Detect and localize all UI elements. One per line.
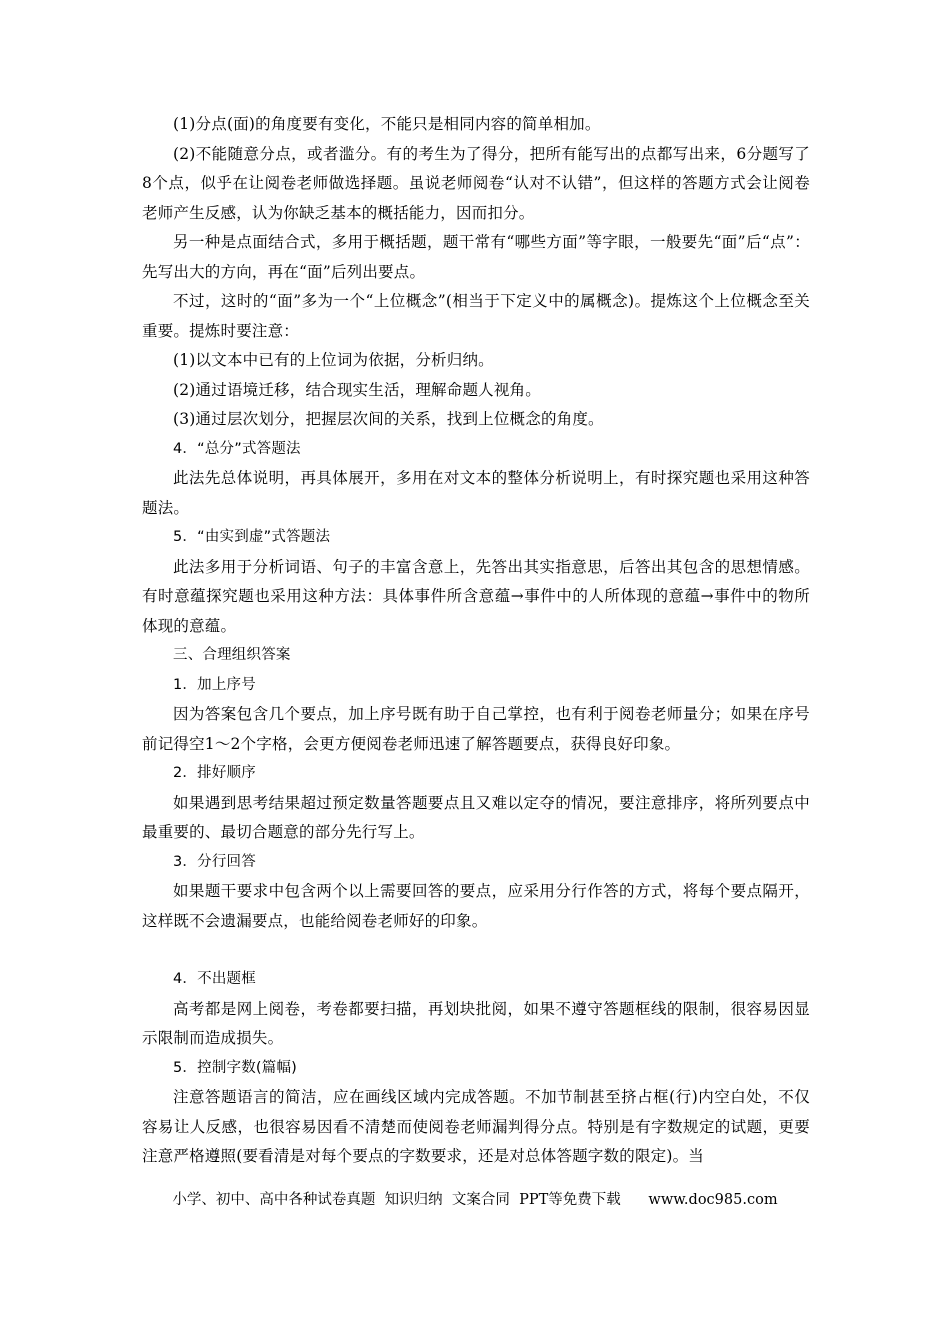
paragraph: (2)通过语境迁移，结合现实生活，理解命题人视角。	[173, 380, 541, 399]
paragraph: 另一种是点面结合式，多用于概括题，题干常有“哪些方面”等字眼，一般要先“面”后“点”：先写出大的方向，再在“面”后列出要点。	[142, 233, 810, 281]
section-heading: 4．不出题框	[173, 971, 256, 987]
footer-ad-text: 小学、初中、高中各种试卷真题 知识归纳 文案合同 PPT等免费下载	[172, 1192, 621, 1208]
section-heading: 2．排好顺序	[173, 765, 256, 781]
section-heading: 5．“由实到虚”式答题法	[173, 529, 331, 545]
document-body	[142, 110, 810, 1172]
paragraph: 如果题干要求中包含两个以上需要回答的要点，应采用分行作答的方式，将每个要点隔开，这样既不会遗漏要点，也能给阅卷老师好的印象。	[142, 882, 810, 930]
section-heading: 1．加上序号	[173, 676, 256, 693]
footer-url[interactable]: www.doc985.com	[648, 1192, 778, 1208]
paragraph-gap	[142, 936, 810, 965]
paragraph: (1)以文本中已有的上位词为依据，分析归纳。	[173, 351, 494, 369]
page-footer	[0, 1188, 950, 1209]
paragraph: 高考都是网上阅卷，考卷都要扫描，再划块批阅，如果不遵守答题框线的限制，很容易因显示限制而造成损失。	[142, 999, 810, 1047]
paragraph: (1)分点(面)的角度要有变化，不能只是相同内容的简单相加。	[173, 115, 601, 133]
section-heading: 5．控制字数(篇幅)	[173, 1059, 298, 1076]
section-heading: 三、合理组织答案	[173, 647, 291, 663]
paragraph: 此法先总体说明，再具体展开，多用在对文本的整体分析说明上，有时探究题也采用这种答题法。	[142, 469, 810, 517]
paragraph: 因为答案包含几个要点，加上序号既有助于自己掌控，也有利于阅卷老师量分；如果在序号前记得空1～2个字格，会更方便阅卷老师迅速了解答题要点，获得良好印象。	[142, 705, 810, 753]
section-heading: 4．“总分”式答题法	[173, 440, 301, 457]
paragraph: 注意答题语言的简洁，应在画线区域内完成答题。不加节制甚至挤占框(行)内空白处，不仅容易让人反感，也很容易因看不清楚而使阅卷老师漏判得分点。特别是有字数规定的试题，更要注意严格遵照(要看清是对每个要点的字数要求，还是对总体答题字数的限定)。当	[142, 1088, 810, 1165]
paragraph: 此法多用于分析词语、句子的丰富含意上，先答出其实指意思，后答出其包含的思想情感。有时意蕴探究题也采用这种方法：具体事件所含意蕴→事件中的人所体现的意蕴→事件中的物所体现的意蕴。	[142, 557, 810, 635]
paragraph: (2)不能随意分点，或者滥分。有的考生为了得分，把所有能写出的点都写出来，6分题写了8个点，似乎在让阅卷老师做选择题。虽说老师阅卷“认对不认错”，但这样的答题方式会让阅卷老师产生反感，认为你缺乏基本的概括能力，因而扣分。	[142, 144, 810, 222]
paragraph: 如果遇到思考结果超过预定数量答题要点且又难以定夺的情况，要注意排序，将所列要点中最重要的、最切合题意的部分先行写上。	[142, 793, 810, 841]
paragraph: (3)通过层次划分，把握层次间的关系，找到上位概念的角度。	[173, 410, 604, 428]
section-heading: 3．分行回答	[173, 853, 256, 870]
paragraph: 不过，这时的“面”多为一个“上位概念”(相当于下定义中的属概念)。提炼这个上位概念至关重要。提炼时要注意：	[142, 292, 810, 340]
